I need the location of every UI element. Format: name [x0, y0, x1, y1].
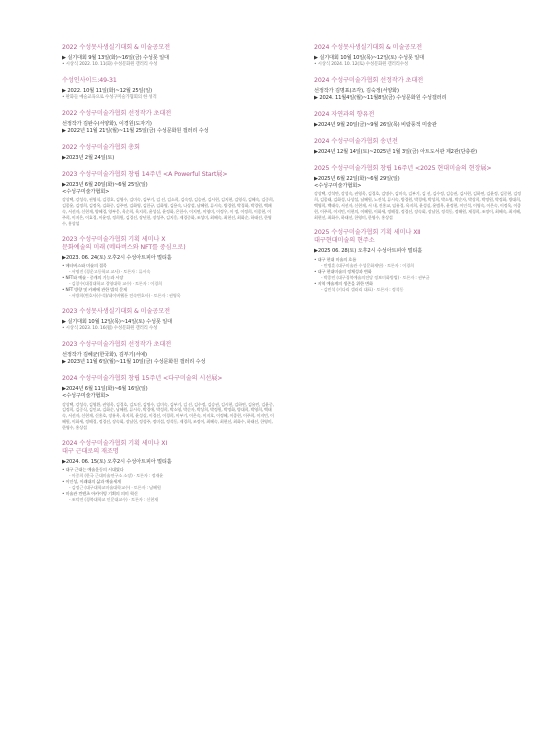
entry-title-line: 2023 수성못사생실기대회 & 미술공모전 [62, 307, 170, 315]
left-entry [62, 440, 274, 504]
entry-line: 선정작가 김명표(조각), 김숙정(서양화) [314, 88, 399, 94]
entry-line: ▶2025 06. 28(토) 오후2시 수성아트피아 멀티홀 [314, 248, 423, 255]
entry-title-line: 문화예술의 미래 (메타버스와 NFT를 중심으로) [62, 243, 186, 251]
left-entry [62, 77, 274, 102]
artist-list: 강상택, 강석만, 강성숙, 권영욱, 김경호, 김명수, 김미숙, 김부기, 김 선, 김수정, 김승권, 김시현, 김하연, 김윤정, 김중현, 김정희, 김종태, 김화성, 나상섭, 남혜원, 노진석, 류시숙, 방경원, 박경애, 박성희, 박소영, 박순자, 박상희, 박정원, 박정화, 방대희, 백영희, 백태숙, 서선자, 신현재, 서 내, 진홍교, 임유경, 육지희, 윤성실, 윤범옥, 윤정현, 이인석, 이영숙, 이은숙, 이정욱, 이종현, 이주희, 이지민, 이현의, 이혜원, 이화세, 정해경, 정경선, 장숙회, 장남헌, 정석동, 정해원, 제경희, 조정이, 최혜숙, 최지혜, 최현선, 최화수, 하태선, 한영미, 한영수, 홍상섭 [314, 191, 521, 220]
entry-note: • 판화들 예술교육으로 수성구미술가협회의 한 성격 [62, 95, 157, 101]
entry-title [314, 44, 524, 52]
entry-title-line: 2025 수성구미술가협회 기획 세미나 Ⅻ [314, 229, 421, 237]
entry-line: 선정작가 김완수(서양화), 이경원(도자기) [62, 121, 152, 127]
entry-title [314, 111, 524, 119]
entry-title [62, 341, 274, 349]
left-entry [62, 171, 274, 227]
entry-title-line: 2024 수성구미술가협회 송년전 [314, 137, 398, 145]
right-column [314, 44, 524, 754]
entry-line: ▶2024년 9월 20일(금)~9월 26일(목) 비람풍적 미술관 [314, 122, 437, 129]
right-entry [314, 111, 524, 129]
entry-title-line: 2022 수성구미술가협회 총회 [62, 144, 140, 152]
entry-note: • 시상식 2024. 10. 12(토) 수성문화원 갤러리수성 [314, 62, 408, 68]
seminar-speaker: - 서명진 (경운고등학교 교사) · 토론자 : 류시숙 [69, 268, 151, 274]
entry-title [314, 138, 524, 146]
seminar-topic: • 대구 근대는 예술운동의 시대였다 [62, 466, 124, 472]
entry-line: ▶2023. 06. 24(토) 오후2시 수성아트피아 멀티홀 [62, 254, 172, 261]
entry-title [62, 236, 274, 252]
entry-line: ▶2024년 6월 11일(화)~6월 16일(일) [62, 385, 148, 392]
entry-line: ▶ 실기대회 10월 10일(목)~12일(토) 수성못 일대 [314, 55, 424, 61]
left-entry [62, 236, 274, 300]
seminar-topics [62, 263, 274, 300]
seminar-speaker: - 김민석 (키다리 갤러리 대표) · 토론자 : 정석동 [321, 287, 404, 293]
entry-title [62, 144, 274, 152]
seminar-topic: • 대구 현대 미술의 흐름 [314, 256, 357, 262]
entry-title [62, 440, 274, 456]
seminar-topic: • 이인성, 이쾌대의 삶과 예술세계 [62, 479, 121, 485]
entry-line: ▶2024년 12월 14일(토)~2025년 1월 3일(금) 아트도서관 제2관(단층관) [314, 148, 478, 155]
entry-line: ▶ 2022. 10월 11일(화)~12월 25일(일) [62, 88, 152, 94]
right-entry [314, 165, 524, 221]
entry-title-line: 2022 수성못사생실기대회 & 미술공모전 [62, 44, 170, 51]
entry-line: ▶2025년 6월 22일(화)~6월 29일(일) [314, 175, 400, 182]
entry-line: ▶2023년 2월 24일(토) [62, 155, 115, 162]
entry-title-line: 대구현대미술의 현주소 [314, 237, 375, 245]
right-entry [314, 77, 524, 103]
entry-line: ▶2024. 06. 15(토) 오후2시 수성아트피아 멀티홀 [62, 458, 172, 465]
seminar-topics [314, 257, 524, 294]
seminar-speaker: - 김정근 (대구대학교미술대학교수) · 토론자 : 남혜원 [69, 485, 161, 491]
entry-title-line: 2023 수성구미술가협회 기획 세미나 X [62, 235, 166, 243]
entry-line: ▶ 2024. 11월4일(월)~11월8일(금) 수성문화원 수성갤러리 [314, 95, 447, 102]
entry-title-line: 2024 수성구미술가협회 기획 세미나 XI [62, 439, 168, 447]
seminar-topic: • NFT와 예술 - 중개의 기능과 시장 [62, 275, 124, 280]
seminar-speaker: - 이중희 (한국 근대미술연구소 소장) · 토론자 : 정재윤 [69, 472, 164, 478]
right-entry [314, 44, 524, 69]
seminar-topics [62, 467, 274, 504]
artist-list: 강상택, 강성숙, 김영환, 권영욱, 김경호, 김도진, 김명수, 김미숙, 김부기, 김 선, 김수정, 김승권, 김시현, 김하연, 김유민, 김윤중, 김정희, 김중식, 김인교, 김화순, 남혜원, 류시숙, 박경애, 박성희, 박소영, 박순자, 박상희, 박정원, 박정화, 방대희, 박영희, 백태숙, 서선자, 신현재, 신홍호, 장유옥, 육지희, 윤성실, 이경선, 이경희, 이부기, 이은숙, 이지호, 이정혜, 이종현, 이주희, 이지민, 이혜원, 이화세, 정해경, 정경선, 장숙회, 장남헌, 정성주, 정미섭, 정석동, 제경희, 조정이, 최혜숙, 최현선, 최화수, 하태선, 한영미, 한영수, 홍상섭 [62, 401, 274, 431]
entry-title-line: 대구 근대로의 재조명 [62, 447, 119, 455]
entry-line: ▶ 실기대회 10월 12일(목)~14일(토) 수성못 일대 [62, 318, 172, 325]
entry-line: ▶ 2022년 11월 21일(월)~11월 25일(금) 수성문화원 갤러리 수성 [62, 128, 209, 135]
seminar-speaker: - 조덕연 (경북대학교 인문대교수) · 토론자 : 신현재 [69, 497, 159, 503]
entry-line: <수성구미술가협회> [314, 182, 362, 189]
entry-title [62, 308, 274, 316]
left-entry [62, 375, 274, 431]
entry-note: • 시상식 2022. 10. 11(화) 수성문화원 갤러리 수성 [62, 62, 158, 68]
entry-line: ▶ 실기대회 9월 13일(화)~16일(금) 수성못 일대 [62, 55, 169, 61]
entry-title-line: 2023 수성구미술가협회 창립 14주년 <A Powerful Start展> [62, 170, 228, 178]
entry-title-line: 2024 자연과의 향유전 [314, 111, 375, 119]
left-entry [62, 110, 274, 136]
seminar-speaker: - 박종민 (대구경북예술의전당 정보미화방법) · 토론자 : 권부균 [321, 274, 430, 280]
seminar-topic: • NFT 방향 및 카페에 관한 법적 문제 [62, 287, 127, 293]
entry-line: <수성구미술가협회> [62, 393, 110, 400]
seminar-speaker: - 민병훈 (대구미술관 수성문화재단) · 토론자 : 이경희 [321, 262, 414, 268]
entry-note: • 시상식 2023. 10. 16(월) 수성문화원 갤러리 수성 [62, 326, 158, 332]
entry-title [314, 229, 524, 245]
entry-title [62, 77, 274, 85]
artist-list: 강상택, 강성숙, 권영식, 김경호, 김영수, 김미숙, 김부기, 김 선, 김소희, 김숙정, 김승권, 김시현, 김지현, 김영식, 김혜숙, 김중희, 김종윤, 김정희, 김정옥, 김화중, 김주연, 김화영, 김한규, 김화영, 김용숙, 나상섭, 남혜원, 류시숙, 방경원, 박경화, 박경원, 백패숙, 서선자, 신현재, 양혜경, 양부웅, 육순희, 육지희, 윤성실, 윤정화, 은한수, 이지연, 이영미, 이정우, 이 정, 이정희, 이종현, 이주희, 이지은, 이효경, 이윤정, 정희원, 김경선, 장년헌, 장성주, 김지웅, 제경중화, 조성미, 최혜숙, 최현선, 최화순, 하태선, 한영수, 홍상섭 [62, 197, 274, 227]
entry-title [314, 165, 524, 173]
entry-title-line: 2023 수성구미술가협회 선정작가 초대전 [62, 340, 172, 348]
entry-title [62, 375, 274, 383]
entry-title-line: 2024 수성못사생실기대회 & 미술공모전 [314, 44, 422, 51]
entry-line: <수성구미술가협회> [62, 189, 110, 196]
entry-title [314, 77, 524, 85]
left-entry [62, 144, 274, 162]
left-entry [62, 308, 274, 333]
entry-title-line: 2025 수성구미술가협회 창립 16주년 <2025 현대미술의 현장展> [314, 164, 492, 172]
right-entry [314, 229, 524, 293]
entry-title-line: 수성인사이드:49-31 [62, 77, 117, 84]
seminar-speaker: - 서방희(변호사(수석)/네이버웹툰 전속변호사) · 토론자 : 권영욱 [69, 293, 181, 299]
seminar-topic: • 미술관 컨텐츠 아카이빙 기획의 의미 혁신 [62, 491, 138, 497]
right-entry [314, 138, 524, 156]
entry-line: ▶ 2023년 11월 6일(월)~11월 10일(금) 수성문화원 갤러리 수성 [62, 359, 206, 366]
left-entry [62, 341, 274, 367]
seminar-topic: • 메타버스와 미술의 접목 [62, 262, 107, 268]
left-column [62, 44, 274, 754]
entry-title-line: 2024 수성구미술가협회 창립 15주년 <다구미술의 시선展> [62, 374, 223, 382]
seminar-topic: • 대구 현대미술의 정체성과 변화 [314, 268, 372, 274]
entry-title [62, 44, 274, 52]
seminar-speaker: - 김창수(대경대학교 경영대학 교수) · 토론자 : 이경희 [69, 281, 162, 287]
entry-line: ▶2023년 6월 20일(화)~6월 25일(일) [62, 181, 148, 188]
entry-title-line: 2024 수성구미술가협회 선정작가 초대전 [314, 77, 424, 84]
entry-title [62, 110, 274, 118]
entry-title-line: 2022 수성구미술가협회 선정작가 초대전 [62, 110, 172, 117]
seminar-topic: • 지역 예술계의 생존을 위한 변화 [314, 280, 373, 286]
entry-line: 선정작가 김혜균(한국화), 김부기(서예) [62, 351, 147, 358]
entry-title [62, 171, 274, 179]
left-entry [62, 44, 274, 69]
